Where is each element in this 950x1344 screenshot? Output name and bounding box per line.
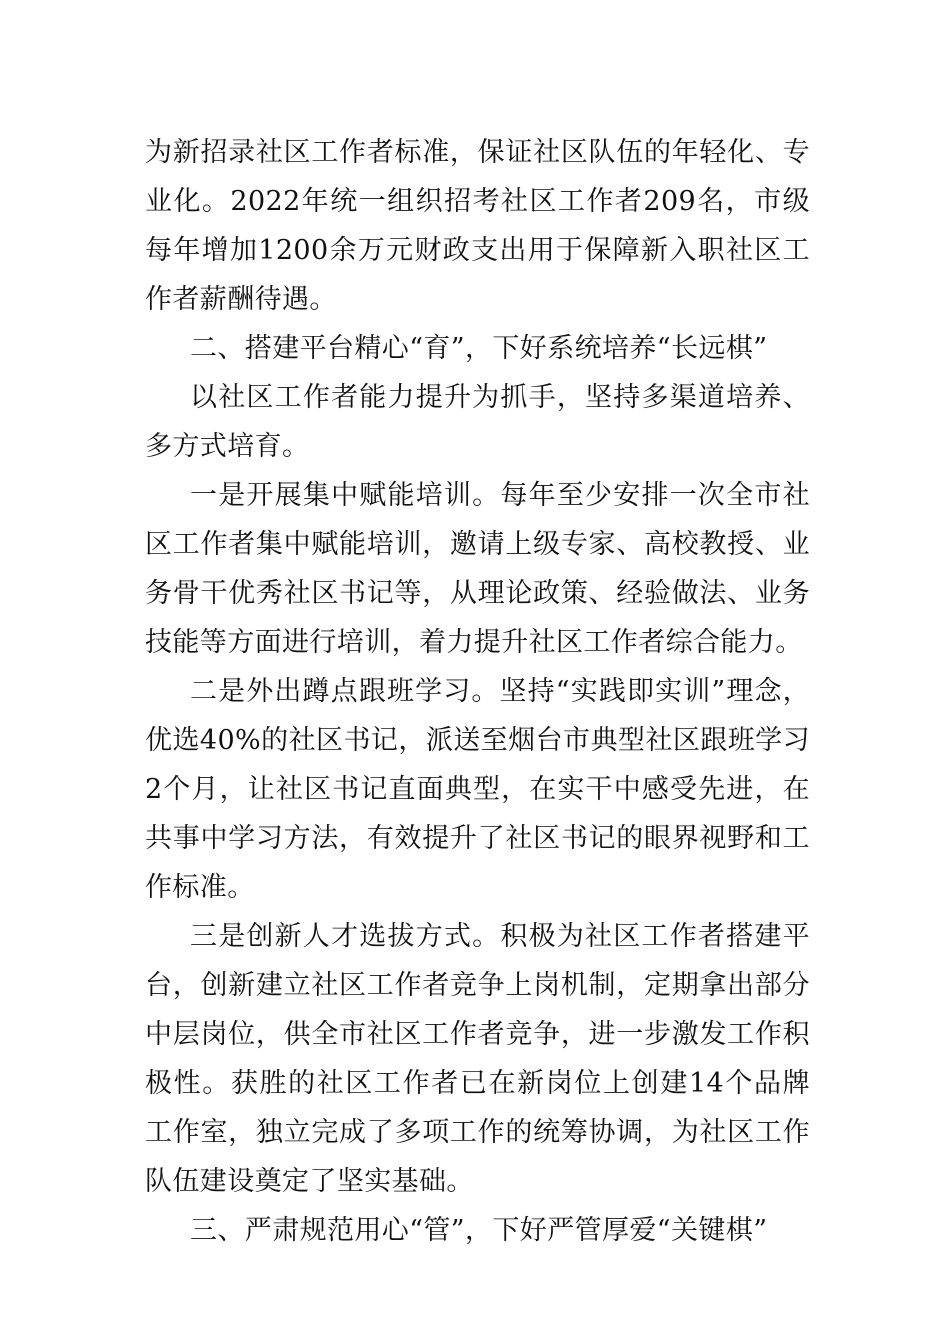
- paragraph-centralized-training: 一是开展集中赋能培训。每年至少安排一次全市社区工作者集中赋能培训，邀请上级专家、高校教授、业务骨干优秀社区书记等，从理论政策、经验做法、业务技能等方面进行培训，着力提升社区工作者综合能力。: [145, 480, 810, 658]
- paragraph-salary: 为新招录社区工作者标准，保证社区队伍的年轻化、专业化。2022年统一组织招考社区工作者209名，市级每年增加1200余万元财政支出用于保障新入职社区工作者薪酬待遇。: [145, 137, 810, 315]
- paragraph-intro-training: 以社区工作者能力提升为抓手，坚持多渠道培养、多方式培育。: [145, 382, 810, 462]
- document-body: [145, 128, 810, 1255]
- paragraph-field-study: 二是外出蹲点跟班学习。坚持“实践即实训”理念，优选40%的社区书记，派送至烟台市典型社区跟班学习2个月，让社区书记直面典型，在实干中感受先进，在共事中学习方法，有效提升了社区书记的眼界视野和工作标准。: [145, 676, 810, 903]
- paragraph-talent-selection: 三是创新人才选拔方式。积极为社区工作者搭建平台，创新建立社区工作者竞争上岗机制，定期拿出部分中层岗位，供全市社区工作者竞争，进一步激发工作积极性。获胜的社区工作者已在新岗位上创建14个品牌工作室，独立完成了多项工作的统筹协调，为社区工作队伍建设奠定了坚实基础。: [145, 921, 810, 1197]
- section-heading-manage: 三、严肃规范用心“管”，下好严管厚爱“关键棋”: [190, 1215, 768, 1246]
- section-heading-cultivate: 二、搭建平台精心“育”，下好系统培养“长远棋”: [190, 333, 768, 364]
